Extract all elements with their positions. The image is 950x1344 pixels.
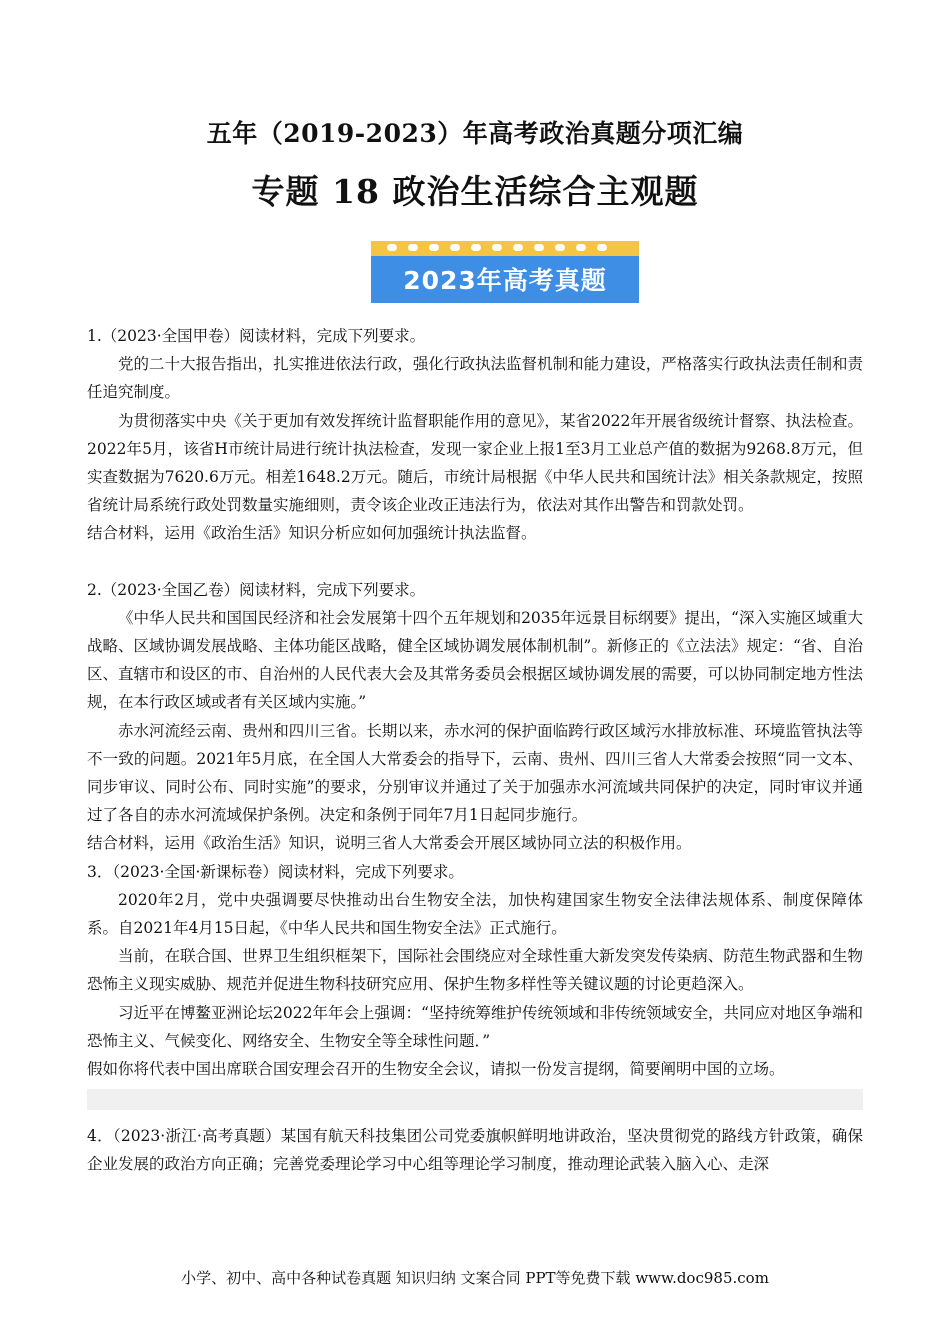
question-2-ask: 结合材料，运用《政治生活》知识，说明三省人大常委会开展区域协同立法的积极作用。 (87, 834, 692, 853)
page-footer: 小学、初中、高中各种试卷真题 知识归纳 文案合同 PPT等免费下载 www.doc985.com (181, 1269, 769, 1287)
document-title: 五年（2019-2023）年高考政治真题分项汇编 (206, 119, 744, 148)
question-3-head: 3．（2023·全国·新课标卷）阅读材料，完成下列要求。 (87, 862, 464, 881)
question-3-para-2: 当前，在联合国、世界卫生组织框架下，国际社会围绕应对全球性重大新发突发传染病、防范生物武器和生物恐怖主义现实威胁、规范并促进生物科技研究应用、保护生物多样性等关键议题的讨论更趋深入。 (87, 947, 863, 994)
question-3-para-1: 2020年2月，党中央强调要尽快推动出台生物安全法，加快构建国家生物安全法律法规体系、制度保障体系。自2021年4月15日起，《中华人民共和国生物安全法》正式施行。 (87, 890, 863, 938)
banner-dot (408, 244, 418, 251)
banner-dot (429, 244, 439, 251)
banner-dot (387, 244, 397, 251)
question-4-head: 4．（2023·浙江·高考真题）某国有航天科技集团公司党委旗帜鲜明地讲政治，坚决贯彻党的路线方针政策，确保企业发展的政治方向正确；完善党委理论学习中心组等理论学习制度，推动理论武装入脑入心、走深 (87, 1127, 863, 1174)
banner-dot (450, 244, 460, 251)
question-2-para-1: 《中华人民共和国国民经济和社会发展第十四个五年规划和2035年远景目标纲要》提出，“深入实施区域重大战略、区域协调发展战略、主体功能区战略，健全区域协调发展体制机制”。新修正的《立法法》规定：“省、自治区、直辖市和设区的市、自治州的人民代表大会及其常务委员会根据区域协调发展的需要，可以协同制定地方性法规，在本行政区域或者有关区域内实施。” (87, 608, 863, 712)
answer-placeholder-bar (87, 1089, 863, 1110)
question-1-ask: 结合材料，运用《政治生活》知识分析应如何加强统计执法监督。 (87, 524, 537, 543)
question-1-para-2: 为贯彻落实中央《关于更加有效发挥统计监督职能作用的意见》，某省2022年开展省级统计督察、执法检查。2022年5月，该省H市统计局进行统计执法检查，发现一家企业上报1至3月工业总产值的数据为9268.8万元，但实查数据为7620.6万元。相差1648.2万元。随后，市统计局根据《中华人民共和国统计法》相关条款规定，按照省统计局系统行政处罚数量实施细则，责令该企业改正违法行为，依法对其作出警告和罚款处罚。 (87, 411, 863, 515)
banner-stripe (371, 241, 639, 256)
banner-dot (513, 244, 523, 251)
question-3-para-3: 习近平在博鳌亚洲论坛2022年年会上强调：“坚持统筹维护传统领域和非传统领域安全，共同应对地区争端和恐怖主义、气候变化、网络安全、生物安全等全球性问题．” (87, 1003, 863, 1050)
question-1-head: 1.（2023·全国甲卷）阅读材料，完成下列要求。 (87, 327, 426, 345)
question-2-head: 2.（2023·全国乙卷）阅读材料，完成下列要求。 (87, 580, 426, 599)
question-1-para-1: 党的二十大报告指出，扎实推进依法行政，强化行政执法监督机制和能力建设，严格落实行政执法责任制和责任追究制度。 (87, 355, 863, 402)
banner-dot (534, 244, 544, 251)
banner-dot (576, 244, 586, 251)
topic-title: 专题 18 政治生活综合主观题 (251, 172, 699, 211)
question-2-para-2: 赤水河流经云南、贵州和四川三省。长期以来，赤水河的保护面临跨行政区域污水排放标准、环境监管执法等不一致的问题。2021年5月底，在全国人大常委会的指导下，云南、贵州、四川三省人大常委会按照“同一文本、同步审议、同时公布、同时实施”的要求，分别审议并通过了关于加强赤水河流域共同保护的决定，同时审议并通过了各自的赤水河流域保护条例。决定和条例于同年7月1日起同步施行。 (87, 721, 863, 825)
banner-dot (597, 244, 607, 251)
banner-dot (471, 244, 481, 251)
document-body (87, 322, 863, 1179)
section-banner (371, 241, 639, 303)
banner-dot (555, 244, 565, 251)
question-3-ask: 假如你将代表中国出席联合国安理会召开的生物安全会议，请拟一份发言提纲，简要阐明中国的立场。 (87, 1060, 785, 1079)
banner-dot (492, 244, 502, 251)
banner-label: 2023年高考真题 (403, 266, 607, 295)
